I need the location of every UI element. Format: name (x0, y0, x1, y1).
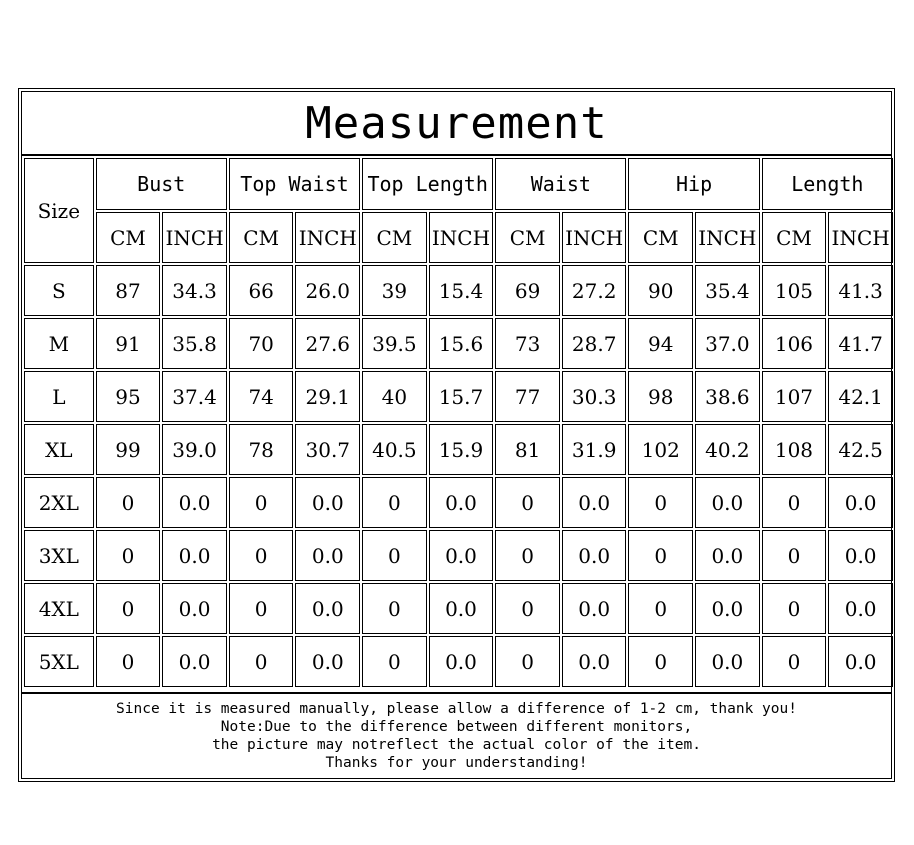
table-row (24, 318, 893, 369)
unit-header: INCH (429, 212, 494, 263)
cm-value-cell: 0 (762, 477, 827, 528)
size-label: XL (24, 424, 94, 475)
cm-value-cell: 0 (762, 583, 827, 634)
unit-header: CM (96, 212, 161, 263)
inch-value-cell: 0.0 (295, 477, 360, 528)
care-note (22, 692, 891, 778)
cm-value-cell: 0 (229, 583, 294, 634)
cm-value-cell: 39.5 (362, 318, 427, 369)
cm-value-cell: 0 (96, 583, 161, 634)
inch-value-cell: 0.0 (162, 636, 227, 687)
cm-value-cell: 94 (628, 318, 693, 369)
unit-header: INCH (162, 212, 227, 263)
cm-value-cell: 0 (495, 477, 560, 528)
cm-value-cell: 102 (628, 424, 693, 475)
note-line: Note:Due to the difference between different monitors, (220, 719, 693, 735)
inch-value-cell: 0.0 (429, 477, 494, 528)
unit-header: CM (229, 212, 294, 263)
group-header: Hip (628, 158, 759, 210)
inch-value-cell: 0.0 (828, 530, 893, 581)
table-row (24, 636, 893, 687)
inch-value-cell: 0.0 (562, 530, 627, 581)
inch-value-cell: 30.7 (295, 424, 360, 475)
size-label: 5XL (24, 636, 94, 687)
inch-value-cell: 0.0 (695, 583, 760, 634)
cm-value-cell: 0 (495, 530, 560, 581)
cm-value-cell: 0 (628, 530, 693, 581)
cm-value-cell: 0 (229, 530, 294, 581)
chart-inner-border (21, 91, 892, 779)
cm-value-cell: 73 (495, 318, 560, 369)
inch-value-cell: 0.0 (695, 477, 760, 528)
inch-value-cell: 15.7 (429, 371, 494, 422)
cm-value-cell: 78 (229, 424, 294, 475)
unit-header: CM (628, 212, 693, 263)
inch-value-cell: 41.3 (828, 265, 893, 316)
chart-title: Measurement (22, 92, 891, 156)
inch-value-cell: 0.0 (828, 583, 893, 634)
unit-header: INCH (695, 212, 760, 263)
cm-value-cell: 0 (362, 477, 427, 528)
inch-value-cell: 30.3 (562, 371, 627, 422)
group-header: Length (762, 158, 893, 210)
inch-value-cell: 34.3 (162, 265, 227, 316)
note-line: the picture may notreflect the actual color of the item. (212, 737, 701, 753)
size-label: 4XL (24, 583, 94, 634)
cm-value-cell: 40.5 (362, 424, 427, 475)
cm-value-cell: 66 (229, 265, 294, 316)
cm-value-cell: 0 (362, 530, 427, 581)
inch-value-cell: 31.9 (562, 424, 627, 475)
size-label: S (24, 265, 94, 316)
table-row (24, 371, 893, 422)
cm-value-cell: 0 (762, 636, 827, 687)
inch-value-cell: 0.0 (562, 477, 627, 528)
inch-value-cell: 42.5 (828, 424, 893, 475)
cm-value-cell: 0 (628, 583, 693, 634)
unit-header: INCH (828, 212, 893, 263)
table-row (24, 530, 893, 581)
cm-value-cell: 95 (96, 371, 161, 422)
inch-value-cell: 42.1 (828, 371, 893, 422)
cm-value-cell: 99 (96, 424, 161, 475)
inch-value-cell: 40.2 (695, 424, 760, 475)
cm-value-cell: 0 (628, 477, 693, 528)
group-header: Waist (495, 158, 626, 210)
inch-value-cell: 27.6 (295, 318, 360, 369)
note-line: Since it is measured manually, please allow a difference of 1-2 cm, thank you! (116, 701, 797, 717)
table-row (24, 424, 893, 475)
cm-value-cell: 0 (762, 530, 827, 581)
inch-value-cell: 0.0 (429, 636, 494, 687)
inch-value-cell: 15.4 (429, 265, 494, 316)
inch-value-cell: 29.1 (295, 371, 360, 422)
inch-value-cell: 0.0 (695, 530, 760, 581)
size-label: M (24, 318, 94, 369)
inch-value-cell: 0.0 (828, 477, 893, 528)
cm-value-cell: 39 (362, 265, 427, 316)
size-table (22, 156, 895, 689)
cm-value-cell: 0 (229, 477, 294, 528)
cm-value-cell: 69 (495, 265, 560, 316)
inch-value-cell: 0.0 (695, 636, 760, 687)
cm-value-cell: 0 (495, 636, 560, 687)
inch-value-cell: 15.9 (429, 424, 494, 475)
cm-value-cell: 0 (495, 583, 560, 634)
table-row (24, 583, 893, 634)
table-row (24, 265, 893, 316)
cm-value-cell: 98 (628, 371, 693, 422)
inch-value-cell: 0.0 (295, 636, 360, 687)
cm-value-cell: 0 (96, 636, 161, 687)
table-body (24, 265, 893, 687)
cm-value-cell: 0 (96, 530, 161, 581)
unit-header: INCH (295, 212, 360, 263)
table-row (24, 477, 893, 528)
inch-value-cell: 0.0 (562, 583, 627, 634)
cm-value-cell: 81 (495, 424, 560, 475)
cm-value-cell: 105 (762, 265, 827, 316)
cm-value-cell: 0 (229, 636, 294, 687)
cm-value-cell: 107 (762, 371, 827, 422)
inch-value-cell: 27.2 (562, 265, 627, 316)
cm-value-cell: 77 (495, 371, 560, 422)
inch-value-cell: 26.0 (295, 265, 360, 316)
inch-value-cell: 0.0 (429, 530, 494, 581)
inch-value-cell: 37.0 (695, 318, 760, 369)
cm-value-cell: 91 (96, 318, 161, 369)
inch-value-cell: 0.0 (562, 636, 627, 687)
inch-value-cell: 15.6 (429, 318, 494, 369)
size-label: 2XL (24, 477, 94, 528)
cm-value-cell: 106 (762, 318, 827, 369)
note-line: Thanks for your understanding! (325, 755, 588, 771)
inch-value-cell: 41.7 (828, 318, 893, 369)
cm-value-cell: 0 (362, 583, 427, 634)
inch-value-cell: 0.0 (295, 583, 360, 634)
inch-value-cell: 35.4 (695, 265, 760, 316)
unit-header: CM (762, 212, 827, 263)
inch-value-cell: 0.0 (828, 636, 893, 687)
unit-header: CM (362, 212, 427, 263)
cm-value-cell: 0 (96, 477, 161, 528)
cm-value-cell: 108 (762, 424, 827, 475)
cm-value-cell: 90 (628, 265, 693, 316)
size-header: Size (24, 158, 94, 263)
inch-value-cell: 0.0 (429, 583, 494, 634)
cm-value-cell: 0 (362, 636, 427, 687)
size-label: L (24, 371, 94, 422)
inch-value-cell: 0.0 (162, 583, 227, 634)
group-header: Bust (96, 158, 227, 210)
unit-header: INCH (562, 212, 627, 263)
measurement-chart (18, 88, 895, 782)
size-label: 3XL (24, 530, 94, 581)
inch-value-cell: 35.8 (162, 318, 227, 369)
inch-value-cell: 37.4 (162, 371, 227, 422)
inch-value-cell: 0.0 (162, 477, 227, 528)
unit-header: CM (495, 212, 560, 263)
inch-value-cell: 39.0 (162, 424, 227, 475)
cm-value-cell: 70 (229, 318, 294, 369)
cm-value-cell: 0 (628, 636, 693, 687)
inch-value-cell: 0.0 (162, 530, 227, 581)
inch-value-cell: 38.6 (695, 371, 760, 422)
inch-value-cell: 28.7 (562, 318, 627, 369)
group-header: Top Length (362, 158, 493, 210)
cm-value-cell: 87 (96, 265, 161, 316)
inch-value-cell: 0.0 (295, 530, 360, 581)
cm-value-cell: 40 (362, 371, 427, 422)
cm-value-cell: 74 (229, 371, 294, 422)
group-header: Top Waist (229, 158, 360, 210)
